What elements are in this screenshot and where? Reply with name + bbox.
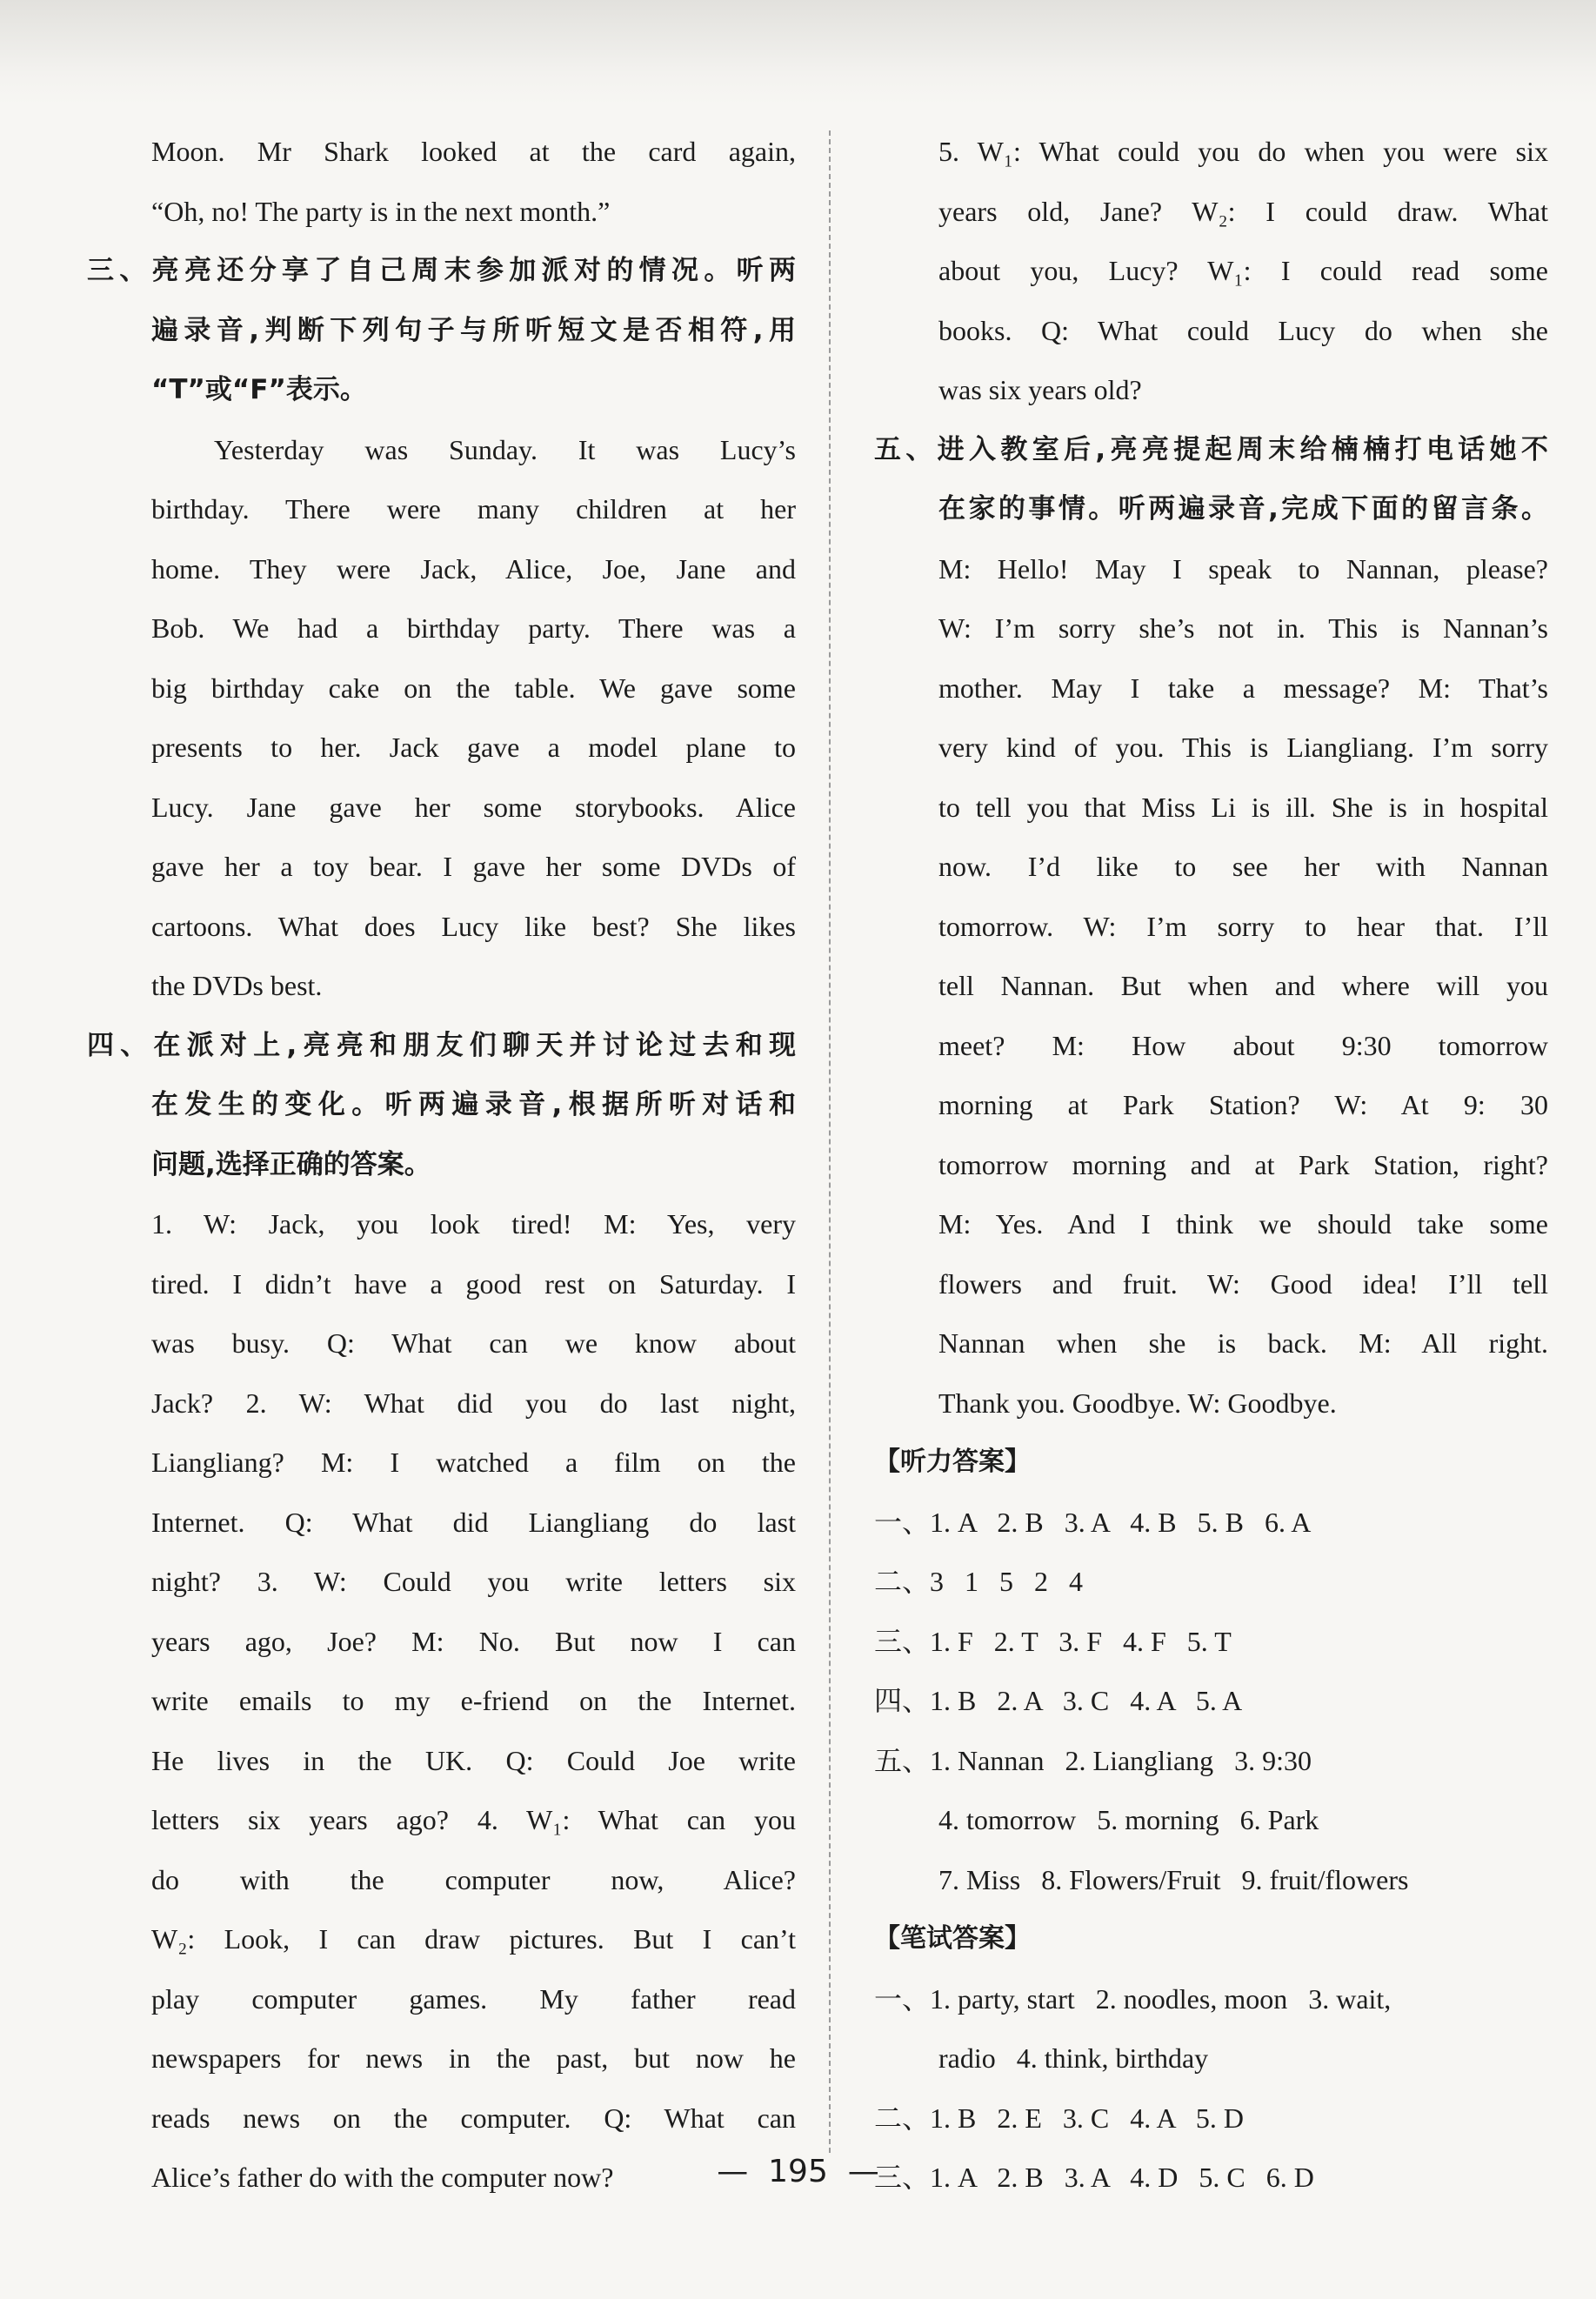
listening-answers-title: 【听力答案】	[874, 1447, 1031, 1477]
passage-line: Bob. We had a birthday party. There was a	[151, 612, 796, 644]
dialogue-line: books. Q: What could Lucy do when she	[938, 314, 1548, 346]
dialogue-line: 1. W: Jack, you look tired! M: Yes, very	[151, 1208, 796, 1240]
dialogue-line: meet? M: How about 9:30 tomorrow	[938, 1029, 1548, 1061]
left-column	[87, 122, 796, 2208]
passage-line: the DVDs best.	[151, 970, 323, 1001]
dialogue-line: M: Yes. And I think we should take some	[938, 1208, 1548, 1240]
passage-line: home. They were Jack, Alice, Joe, Jane and	[151, 552, 796, 585]
passage-line: birthday. There were many children at her	[151, 493, 796, 525]
answer-line: 三、1. A 2. B 3. A 4. D 5. C 6. D	[874, 2162, 1314, 2193]
dialogue-line: was six years old?	[938, 374, 1142, 405]
dialogue-line: Nannan when she is back. M: All right.	[938, 1327, 1548, 1359]
dialogue-line: W: I’m sorry she’s not in. This is Nannan’s	[938, 612, 1548, 644]
answer-line: 三、1. F 2. T 3. F 4. F 5. T	[874, 1625, 1232, 1657]
answer-line: 二、1. B 2. E 3. C 4. A 5. D	[874, 2102, 1244, 2134]
dialogue-line: tomorrow morning and at Park Station, right?	[938, 1148, 1548, 1180]
dialogue-line: very kind of you. This is Liangliang. I’m sorry	[938, 732, 1548, 763]
dialogue-line: letters six years ago? 4. W₁: What can you	[151, 1804, 796, 1835]
dialogue-line: night? 3. W: Could you write letters six	[151, 1566, 796, 1597]
dialogue-line: years ago, Joe? M: No. But now I can	[151, 1625, 796, 1657]
dialogue-line: do with the computer now, Alice?	[151, 1863, 796, 1895]
dialogue-line: about you, Lucy? W₁: I could read some	[938, 255, 1548, 286]
dialogue-line: morning at Park Station? W: At 9: 30	[938, 1089, 1548, 1120]
section-4-heading: 在发生的变化。听两遍录音,根据所听对话和	[151, 1089, 796, 1120]
section-5-heading: 五、进入教室后,亮亮提起周末给楠楠打电话她不	[874, 433, 1548, 465]
dialogue-line: tired. I didn’t have a good rest on Saturday. I	[151, 1267, 796, 1300]
page-number-dash-left: —	[717, 2154, 769, 2189]
dialogue-line: W₂: Look, I can draw pictures. But I can’t	[151, 1923, 796, 1955]
text-line: “Oh, no! The party is in the next month.”	[151, 195, 611, 227]
answer-line: 四、1. B 2. A 3. C 4. A 5. A	[874, 1685, 1243, 1716]
dialogue-line: He lives in the UK. Q: Could Joe write	[151, 1744, 796, 1776]
answer-line: 一、1. party, start 2. noodles, moon 3. wait,	[874, 1982, 1392, 2015]
passage-line: gave her a toy bear. I gave her some DVDs of	[151, 851, 796, 882]
dialogue-line: Internet. Q: What did Liangliang do last	[151, 1506, 796, 1538]
section-3-heading: 遍录音,判断下列句子与所听短文是否相符,用	[151, 314, 796, 346]
section-3-heading: “T”或“F”表示。	[151, 374, 367, 405]
dialogue-line: reads news on the computer. Q: What can	[151, 2102, 796, 2134]
passage-line: presents to her. Jack gave a model plane to	[151, 732, 796, 763]
dialogue-line: write emails to my e-friend on the Internet.	[151, 1685, 796, 1716]
dialogue-line: flowers and fruit. W: Good idea! I’ll tell	[938, 1267, 1548, 1300]
section-4-heading: 四、在派对上,亮亮和朋友们聊天并讨论过去和现	[87, 1029, 796, 1061]
right-column	[874, 122, 1548, 2208]
dialogue-line: now. I’d like to see her with Nannan	[938, 851, 1548, 882]
page-number	[0, 2154, 1596, 2189]
scan-top-band	[0, 0, 1596, 104]
answer-line: 五、1. Nannan 2. Liangliang 3. 9:30	[874, 1744, 1312, 1776]
dialogue-line: tell Nannan. But when and where will you	[938, 970, 1548, 1001]
section-3-heading: 三、亮亮还分享了自己周末参加派对的情况。听两	[87, 255, 796, 286]
answer-line: 4. tomorrow 5. morning 6. Park	[938, 1804, 1319, 1835]
dialogue-line: years old, Jane? W₂: I could draw. What	[938, 195, 1548, 227]
section-4-heading: 问题,选择正确的答案。	[151, 1148, 431, 1180]
answer-line: 二、3 1 5 2 4	[874, 1566, 1084, 1597]
dialogue-line: tomorrow. W: I’m sorry to hear that. I’ll	[938, 910, 1548, 942]
answer-line: 一、1. A 2. B 3. A 4. B 5. B 6. A	[874, 1506, 1312, 1538]
passage-line: Lucy. Jane gave her some storybooks. Alice	[151, 791, 796, 823]
column-divider	[829, 130, 831, 2153]
dialogue-line: play computer games. My father read	[151, 1982, 796, 2015]
passage-line: big birthday cake on the table. We gave some	[151, 672, 796, 704]
dialogue-line: newspapers for news in the past, but now he	[151, 2042, 796, 2074]
page-number-dash-right: —	[827, 2154, 879, 2189]
text-line: Moon. Mr Shark looked at the card again,	[151, 136, 796, 167]
dialogue-line: Liangliang? M: I watched a film on the	[151, 1447, 796, 1478]
dialogue-line: was busy. Q: What can we know about	[151, 1327, 796, 1359]
answer-line: radio 4. think, birthday	[938, 2042, 1209, 2074]
section-5-heading: 在家的事情。听两遍录音,完成下面的留言条。	[938, 493, 1548, 525]
dialogue-line: mother. May I take a message? M: That’s	[938, 672, 1548, 704]
passage-line: cartoons. What does Lucy like best? She likes	[151, 910, 796, 942]
dialogue-line: Alice’s father do with the computer now?	[151, 2162, 614, 2193]
dialogue-line: M: Hello! May I speak to Nannan, please?	[938, 552, 1548, 585]
dialogue-line: to tell you that Miss Li is ill. She is in hospital	[938, 791, 1548, 823]
dialogue-line: 5. W₁: What could you do when you were six	[938, 136, 1548, 167]
answer-line: 7. Miss 8. Flowers/Fruit 9. fruit/flowers	[938, 1863, 1409, 1895]
page-number-value: 195	[768, 2154, 828, 2189]
dialogue-line: Jack? 2. W: What did you do last night,	[151, 1387, 796, 1419]
passage-line: Yesterday was Sunday. It was Lucy’s	[214, 433, 796, 465]
written-answers-title: 【笔试答案】	[874, 1923, 1031, 1954]
dialogue-line: Thank you. Goodbye. W: Goodbye.	[938, 1387, 1337, 1419]
